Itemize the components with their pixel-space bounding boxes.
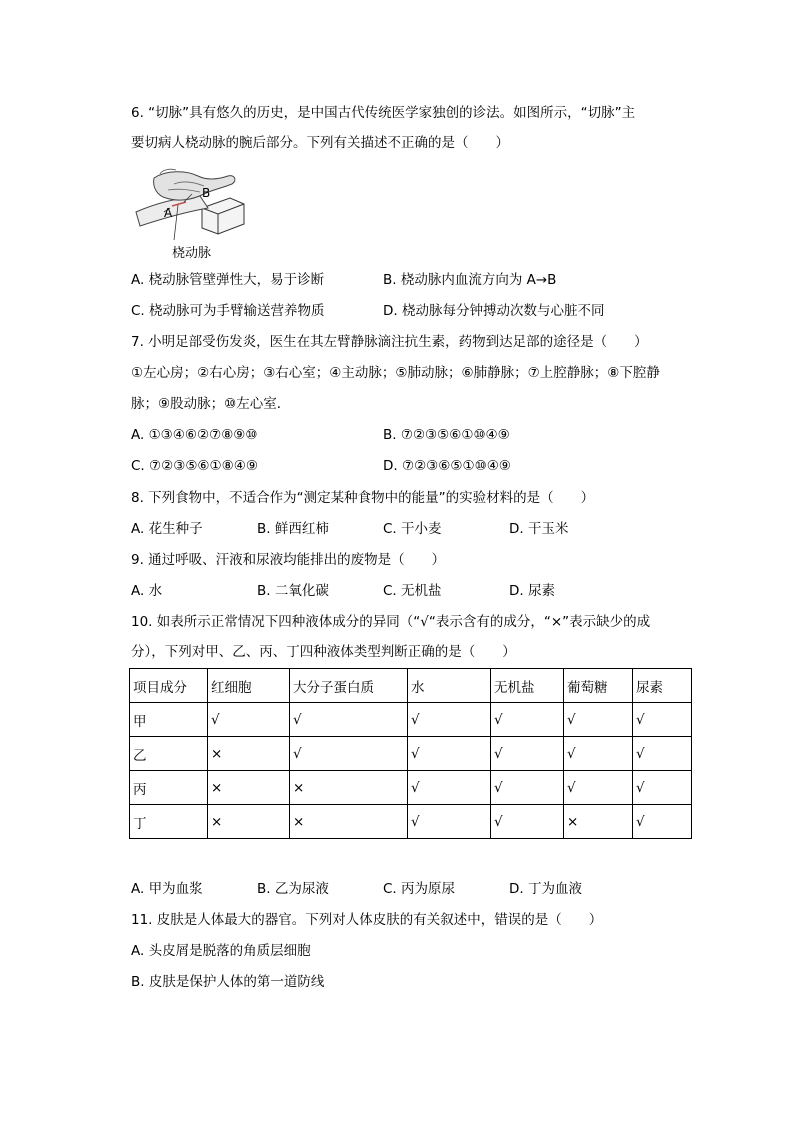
- q7-option-d: D. ⑦②③⑥⑤①⑩④⑨: [383, 458, 511, 474]
- table-cell: √: [290, 703, 408, 737]
- q7-option-a: A. ①③④⑥②⑦⑧⑨⑩: [131, 427, 258, 443]
- q6-option-c: C. 桡动脉可为手臂输送营养物质: [131, 303, 325, 319]
- table-row: [130, 737, 692, 771]
- q9-option-a: A. 水: [131, 583, 163, 599]
- q6-option-a: A. 桡动脉管壁弹性大，易于诊断: [131, 272, 325, 288]
- q9-option-b: B. 二氧化碳: [257, 583, 329, 599]
- q10-option-d: D. 丁为血液: [509, 881, 582, 897]
- table-cell: √: [633, 771, 692, 805]
- table-cell: √: [564, 771, 633, 805]
- table-cell: √: [633, 703, 692, 737]
- table-cell: 甲: [130, 703, 208, 737]
- q10-stem-line2: 分），下列对甲、乙、丙、丁四种液体类型判断正确的是（ ）: [131, 644, 516, 660]
- q8-option-a: A. 花生种子: [131, 521, 203, 537]
- table-cell: √: [408, 771, 491, 805]
- q9-option-d: D. 尿素: [509, 583, 555, 599]
- table-row: [130, 703, 692, 737]
- table-row: [130, 805, 692, 839]
- table-cell: ×: [208, 737, 290, 771]
- figure-label-b: B: [202, 186, 211, 200]
- q9-stem-line1: 9. 通过呼吸、汗液和尿液均能排出的废物是（ ）: [131, 552, 446, 568]
- table-cell: √: [564, 737, 633, 771]
- figure-label-a: A: [164, 206, 173, 220]
- table-cell: √: [408, 737, 491, 771]
- q7-stem-line2: ①左心房；②右心房；③右心室；④主动脉；⑤肺动脉；⑥肺静脉；⑦上腔静脉；⑧下腔静: [131, 365, 660, 381]
- q6-stem-line2: 要切病人桡动脉的腕后部分。下列有关描述不正确的是（ ）: [131, 135, 509, 151]
- table-cell: √: [408, 703, 491, 737]
- table-cell: √: [208, 703, 290, 737]
- q8-option-c: C. 干小麦: [383, 521, 442, 537]
- table-cell: 丁: [130, 805, 208, 839]
- table-cell: ×: [564, 805, 633, 839]
- table-cell: ×: [290, 805, 408, 839]
- q10-option-b: B. 乙为尿液: [257, 881, 329, 897]
- table-header-cell: 水: [408, 669, 491, 703]
- q7-option-c: C. ⑦②③⑤⑥①⑧④⑨: [131, 458, 258, 474]
- q8-option-b: B. 鲜西红柿: [257, 521, 329, 537]
- table-cell: √: [633, 805, 692, 839]
- table-cell: √: [633, 737, 692, 771]
- q10-option-c: C. 丙为原尿: [383, 881, 456, 897]
- table-cell: √: [491, 703, 564, 737]
- table-cell: √: [408, 805, 491, 839]
- q8-option-d: D. 干玉米: [509, 521, 569, 537]
- table-cell: √: [491, 737, 564, 771]
- table-header-row: [130, 669, 692, 703]
- table-cell: ×: [208, 771, 290, 805]
- q7-option-b: B. ⑦②③⑤⑥①⑩④⑨: [383, 427, 510, 443]
- q6-stem-line1: 6. “切脉”具有悠久的历史，是中国古代传统医学家独创的诊法。如图所示，“切脉”主: [131, 105, 636, 121]
- q11-stem-line1: 11. 皮肤是人体最大的器官。下列对人体皮肤的有关叙述中，错误的是（ ）: [131, 912, 603, 928]
- table-cell: √: [290, 737, 408, 771]
- table-header-cell: 葡萄糖: [564, 669, 633, 703]
- table-cell: 丙: [130, 771, 208, 805]
- table-header-cell: 红细胞: [208, 669, 290, 703]
- q7-stem-line1: 7. 小明足部受伤发炎，医生在其左臂静脉滴注抗生素，药物到达足部的途径是（ ）: [131, 334, 648, 350]
- table-cell: √: [564, 703, 633, 737]
- q6-wrist-pulse-figure: [134, 168, 246, 262]
- q8-stem-line1: 8. 下列食物中，不适合作为“测定某种食物中的能量”的实验材料的是（ ）: [131, 490, 595, 506]
- figure-caption: 桡动脉: [172, 246, 212, 261]
- table-cell: ×: [290, 771, 408, 805]
- table-cell: √: [491, 805, 564, 839]
- table-cell: 乙: [130, 737, 208, 771]
- table-row: [130, 771, 692, 805]
- q6-option-b: B. 桡动脉内血流方向为 A→B: [383, 272, 557, 288]
- q10-option-a: A. 甲为血浆: [131, 881, 203, 897]
- q11-option-a: A. 头皮屑是脱落的角质层细胞: [131, 943, 311, 959]
- q6-option-d: D. 桡动脉每分钟搏动次数与心脏不同: [383, 303, 605, 319]
- q9-option-c: C. 无机盐: [383, 583, 442, 599]
- table-cell: ×: [208, 805, 290, 839]
- fluid-composition-table: [129, 668, 692, 839]
- q10-stem-line1: 10. 如表所示正常情况下四种液体成分的异同（“√“表示含有的成分，“×”表示缺少的成: [131, 614, 651, 630]
- table-cell: √: [491, 771, 564, 805]
- q7-stem-line3: 脉；⑨股动脉；⑩左心室．: [131, 396, 291, 412]
- table-header-cell: 项目成分: [130, 669, 208, 703]
- table-header-cell: 无机盐: [491, 669, 564, 703]
- table-header-cell: 尿素: [633, 669, 692, 703]
- table-header-cell: 大分子蛋白质: [290, 669, 408, 703]
- q11-option-b: B. 皮肤是保护人体的第一道防线: [131, 974, 325, 990]
